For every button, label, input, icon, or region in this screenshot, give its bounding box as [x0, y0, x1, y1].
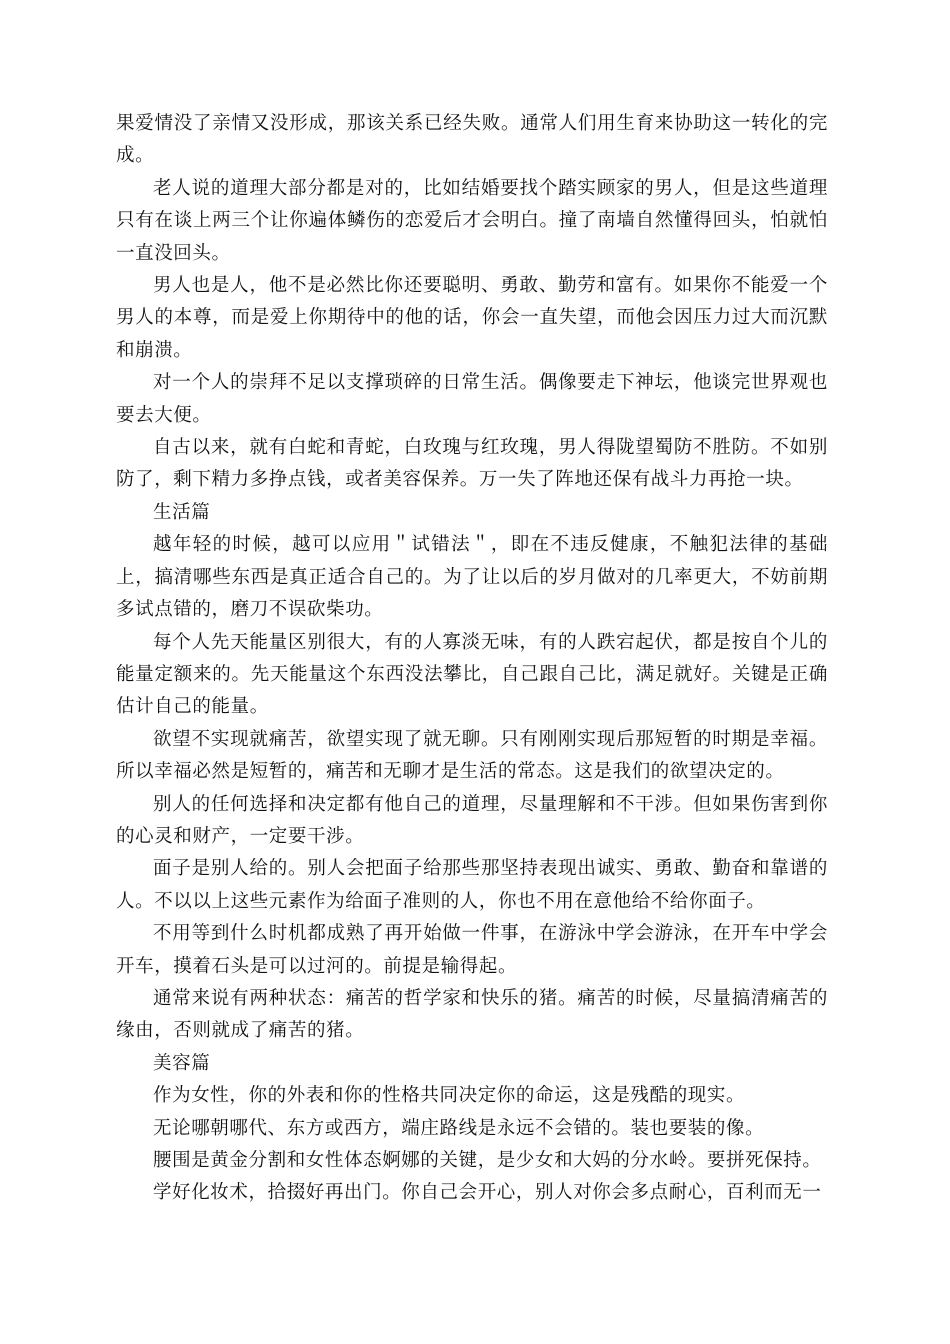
paragraph-face: 面子是别人给的。别人会把面子给那些那坚持表现出诚实、勇敢、勤奋和靠谱的人。不以以上这些元素作为给面子准则的人，你也不用在意他给不给你面子。 — [116, 858, 828, 912]
paragraph-two-states: 通常来说有两种状态：痛苦的哲学家和快乐的猪。痛苦的时候，尽量搞清痛苦的缘由，否则就成了痛苦的猪。 — [116, 987, 828, 1042]
paragraph-worship: 对一个人的崇拜不足以支撑琐碎的日常生活。偶像要走下神坛，他谈完世界观也要去大便。 — [116, 372, 828, 426]
paragraph-dignified: 无论哪朝哪代、东方或西方，端庄路线是永远不会错的。装也要装的像。 — [153, 1117, 765, 1139]
paragraph-old-sayings: 老人说的道理大部分都是对的，比如结婚要找个踏实顾家的男人，但是这些道理只有在谈上两三个让你遍体鳞伤的恋爱后才会明白。撞了南墙自然懂得回头，怕就怕一直没回头。 — [116, 177, 828, 264]
paragraph-white-snake: 自古以来，就有白蛇和青蛇，白玫瑰与红玫瑰，男人得陇望蜀防不胜防。不如别防了，剩下精力多挣点钱，或者美容保养。万一失了阵地还保有战斗力再抢一块。 — [116, 437, 828, 491]
paragraph-waist: 腰围是黄金分割和女性体态婀娜的关键，是少女和大妈的分水岭。要拼死保持。 — [153, 1150, 822, 1171]
paragraph-appearance: 作为女性，你的外表和你的性格共同决定你的命运，这是残酷的现实。 — [153, 1085, 746, 1107]
document-page — [116, 108, 828, 1210]
section-heading-beauty: 美容篇 — [153, 1052, 211, 1074]
paragraph-timing: 不用等到什么时机都成熟了再开始做一件事，在游泳中学会游泳，在开车中学会开车，摸着石头是可以过河的。前提是输得起。 — [116, 923, 828, 977]
paragraph-innate-energy: 每个人先天能量区别很大，有的人寡淡无味，有的人跌宕起伏，都是按自个儿的能量定额来的。先天能量这个东西没法攀比，自己跟自己比，满足就好。关键是正确估计自己的能量。 — [116, 631, 828, 718]
section-heading-life: 生活篇 — [153, 501, 211, 523]
paragraph-desire: 欲望不实现就痛苦，欲望实现了就无聊。只有刚刚实现后那短暂的时期是幸福。所以幸福必然是短暂的，痛苦和无聊才是生活的常态。这是我们的欲望决定的。 — [116, 728, 828, 783]
paragraph-others-choices: 别人的任何选择和决定都有他自己的道理，尽量理解和不干涉。但如果伤害到你的心灵和财产，一定要干涉。 — [116, 793, 828, 847]
paragraph-men-are-people: 男人也是人，他不是必然比你还要聪明、勇敢、勤劳和富有。如果你不能爱一个男人的本尊，而是爱上你期待中的他的话，你会一直失望，而他会因压力过大而沉默和崩溃。 — [116, 275, 828, 361]
paragraph-continuation: 果爱情没了亲情又没形成，那该关系已经失败。通常人们用生育来协助这一转化的完成。 — [116, 113, 828, 167]
paragraph-makeup: 学好化妆术，拾掇好再出门。你自己会开心，别人对你会多点耐心，百利而无一 — [153, 1182, 822, 1204]
paragraph-trial-and-error: 越年轻的时候，越可以应用＂试错法＂，即在不违反健康，不触犯法律的基础上，搞清哪些东西是真正适合自己的。为了让以后的岁月做对的几率更大，不妨前期多试点错的，磨刀不误砍柴功。 — [116, 534, 828, 621]
